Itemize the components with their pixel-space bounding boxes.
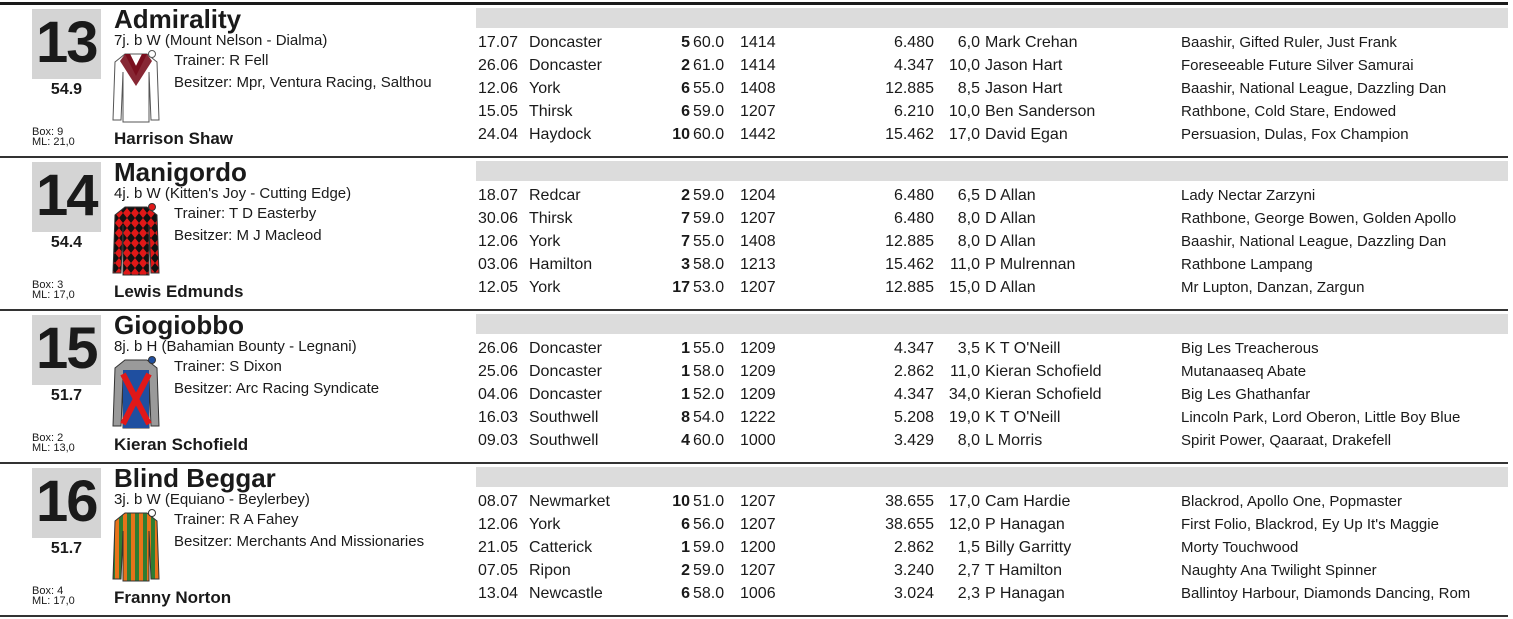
race-weight: 60.0 [693, 34, 725, 51]
race-date: 18.07 [478, 187, 519, 204]
race-top3: Lady Nectar Zarzyni [1181, 187, 1316, 204]
race-date: 12.06 [478, 516, 519, 533]
morning-line: ML: 21,0 [32, 136, 75, 148]
saddle-number: 14 [36, 163, 97, 228]
horse-name: Giogiobbo [114, 310, 244, 340]
box-draw: Box: 4 [32, 585, 64, 597]
race-jockey: David Egan [985, 126, 1068, 143]
race-top3: Foreseeable Future Silver Samurai [1181, 57, 1414, 74]
race-place: 10 [672, 493, 690, 510]
trainer: Trainer: T D Easterby [174, 205, 317, 222]
race-prize: 5.208 [893, 409, 934, 426]
form-row [0, 383, 1513, 406]
race-odds: 6,5 [957, 187, 980, 204]
race-place: 7 [681, 233, 690, 250]
rating: 54.4 [50, 234, 83, 251]
form-list [0, 31, 1513, 146]
trainer: Trainer: S Dixon [174, 358, 282, 375]
race-course: York [529, 279, 561, 296]
race-course: Haydock [529, 126, 592, 143]
race-jockey: Billy Garritty [985, 539, 1072, 556]
form-row [0, 513, 1513, 536]
race-course: Ripon [529, 562, 571, 579]
morning-line: ML: 17,0 [32, 289, 75, 301]
race-date: 08.07 [478, 493, 519, 510]
race-odds: 8,0 [957, 432, 980, 449]
race-jockey: Kieran Schofield [985, 386, 1102, 403]
pedigree: 8j. b H (Bahamian Bounty - Legnani) [114, 338, 357, 355]
race-place: 6 [681, 516, 690, 533]
box-draw: Box: 3 [32, 279, 64, 291]
jockey: Harrison Shaw [114, 129, 234, 148]
trainer: Trainer: R Fell [174, 52, 269, 69]
race-prize: 38.655 [885, 493, 934, 510]
race-top3: First Folio, Blackrod, Ey Up It's Maggie [1181, 516, 1439, 533]
race-odds: 15,0 [948, 279, 980, 296]
race-top3: Rathbone Lampang [1181, 256, 1313, 273]
owner: Besitzer: Arc Racing Syndicate [174, 380, 380, 397]
race-prize: 3.240 [893, 562, 934, 579]
jockey: Franny Norton [114, 588, 232, 607]
race-course: Southwell [529, 432, 599, 449]
race-weight: 61.0 [693, 57, 725, 74]
race-top3: Persuasion, Dulas, Fox Champion [1181, 126, 1409, 143]
race-odds: 8,5 [957, 80, 980, 97]
race-distance: 1207 [740, 103, 776, 120]
race-distance: 1200 [740, 539, 776, 556]
form-row [0, 406, 1513, 429]
rating: 51.7 [50, 387, 83, 404]
race-prize: 6.480 [893, 187, 934, 204]
rating: 54.9 [50, 81, 83, 98]
race-odds: 3,5 [957, 340, 980, 357]
box-draw: Box: 9 [32, 126, 64, 138]
race-weight: 56.0 [693, 516, 725, 533]
owner: Besitzer: M J Macleod [174, 227, 322, 244]
race-odds: 17,0 [948, 126, 980, 143]
race-odds: 6,0 [957, 34, 980, 51]
race-place: 2 [681, 187, 690, 204]
race-jockey: D Allan [985, 210, 1036, 227]
race-course: Doncaster [529, 363, 602, 380]
race-place: 10 [672, 126, 690, 143]
race-course: Hamilton [529, 256, 593, 273]
horse-name: Admirality [114, 4, 242, 34]
race-weight: 54.0 [693, 409, 725, 426]
form-row [0, 54, 1513, 77]
race-distance: 1209 [740, 340, 776, 357]
form-row [0, 100, 1513, 123]
form-row [0, 536, 1513, 559]
race-course: York [529, 80, 561, 97]
race-odds: 12,0 [948, 516, 980, 533]
race-top3: Blackrod, Apollo One, Popmaster [1181, 493, 1402, 510]
form-list [0, 337, 1513, 452]
race-weight: 59.0 [693, 210, 725, 227]
race-odds: 17,0 [948, 493, 980, 510]
jockey: Kieran Schofield [114, 435, 249, 454]
race-place: 1 [681, 363, 690, 380]
runner-entry [0, 158, 1513, 311]
race-jockey: K T O'Neill [985, 340, 1061, 357]
race-distance: 1414 [740, 34, 776, 51]
race-distance: 1408 [740, 233, 776, 250]
race-date: 24.04 [478, 126, 519, 143]
form-row [0, 490, 1513, 513]
race-weight: 60.0 [693, 126, 725, 143]
race-odds: 11,0 [950, 363, 980, 380]
race-date: 17.07 [478, 34, 519, 51]
jockey: Lewis Edmunds [114, 282, 244, 301]
race-date: 30.06 [478, 210, 519, 227]
race-weight: 59.0 [693, 539, 725, 556]
form-row [0, 77, 1513, 100]
race-course: Thirsk [529, 210, 573, 227]
race-place: 4 [681, 432, 690, 449]
race-course: Redcar [529, 187, 581, 204]
form-row [0, 360, 1513, 383]
form-list [0, 184, 1513, 299]
form-header-bar [476, 314, 1508, 334]
race-place: 17 [672, 279, 690, 296]
race-jockey: Jason Hart [985, 57, 1063, 74]
race-date: 09.03 [478, 432, 519, 449]
race-top3: Spirit Power, Qaaraat, Drakefell [1181, 432, 1392, 449]
form-row [0, 559, 1513, 582]
form-row [0, 253, 1513, 276]
race-top3: Mr Lupton, Danzan, Zargun [1181, 279, 1365, 296]
trainer: Trainer: R A Fahey [174, 511, 299, 528]
race-prize: 12.885 [885, 80, 934, 97]
race-distance: 1000 [740, 432, 776, 449]
horse-name: Manigordo [114, 157, 247, 187]
morning-line: ML: 13,0 [32, 442, 75, 454]
race-date: 25.06 [478, 363, 519, 380]
race-prize: 4.347 [893, 386, 934, 403]
race-prize: 4.347 [893, 57, 934, 74]
race-course: Thirsk [529, 103, 573, 120]
race-place: 3 [681, 256, 690, 273]
saddle-number: 13 [36, 10, 97, 75]
race-course: York [529, 516, 561, 533]
race-prize: 3.429 [893, 432, 934, 449]
race-jockey: Kieran Schofield [985, 363, 1102, 380]
race-top3: Ballintoy Harbour, Diamonds Dancing, Rom [1181, 585, 1471, 602]
owner: Besitzer: Mpr, Ventura Racing, Salthou [174, 74, 432, 91]
race-odds: 8,0 [957, 210, 980, 227]
race-date: 07.05 [478, 562, 519, 579]
race-weight: 51.0 [693, 493, 725, 510]
race-prize: 6.210 [893, 103, 934, 120]
form-header-bar [476, 8, 1508, 28]
form-row [0, 276, 1513, 299]
pedigree: 4j. b W (Kitten's Joy - Cutting Edge) [114, 185, 352, 202]
form-row [0, 429, 1513, 452]
race-prize: 12.885 [885, 233, 934, 250]
race-date: 03.06 [478, 256, 519, 273]
form-row [0, 31, 1513, 54]
race-top3: Lincoln Park, Lord Oberon, Little Boy Blue [1181, 409, 1461, 426]
race-date: 12.05 [478, 279, 519, 296]
race-date: 15.05 [478, 103, 519, 120]
race-odds: 10,0 [948, 57, 980, 74]
race-odds: 10,0 [948, 103, 980, 120]
race-weight: 58.0 [693, 363, 725, 380]
race-distance: 1408 [740, 80, 776, 97]
race-distance: 1207 [740, 279, 776, 296]
race-place: 2 [681, 57, 690, 74]
race-jockey: D Allan [985, 279, 1036, 296]
horse-name: Blind Beggar [114, 463, 276, 493]
runner-entry [0, 311, 1513, 464]
race-distance: 1207 [740, 210, 776, 227]
race-prize: 2.862 [893, 363, 934, 380]
race-date: 12.06 [478, 80, 519, 97]
form-header-bar [476, 161, 1508, 181]
morning-line: ML: 17,0 [32, 595, 75, 607]
race-prize: 3.024 [893, 585, 934, 602]
race-top3: Baashir, Gifted Ruler, Just Frank [1181, 34, 1397, 51]
race-jockey: D Allan [985, 187, 1036, 204]
race-course: Doncaster [529, 386, 602, 403]
race-distance: 1213 [740, 256, 776, 273]
race-distance: 1414 [740, 57, 776, 74]
race-weight: 59.0 [693, 187, 725, 204]
race-weight: 55.0 [693, 340, 725, 357]
race-distance: 1207 [740, 562, 776, 579]
pedigree: 3j. b W (Equiano - Beylerbey) [114, 491, 310, 508]
race-distance: 1209 [740, 363, 776, 380]
form-row [0, 337, 1513, 360]
runner-entry [0, 464, 1513, 617]
race-prize: 6.480 [893, 210, 934, 227]
race-course: York [529, 233, 561, 250]
race-distance: 1204 [740, 187, 776, 204]
race-place: 1 [681, 539, 690, 556]
race-course: Doncaster [529, 57, 602, 74]
race-top3: Big Les Ghathanfar [1181, 386, 1311, 403]
form-row [0, 207, 1513, 230]
race-place: 6 [681, 103, 690, 120]
race-jockey: P Hanagan [985, 585, 1065, 602]
race-place: 6 [681, 80, 690, 97]
race-prize: 4.347 [893, 340, 934, 357]
race-top3: Rathbone, Cold Stare, Endowed [1181, 103, 1397, 120]
race-date: 26.06 [478, 57, 519, 74]
race-distance: 1207 [740, 516, 776, 533]
race-place: 2 [681, 562, 690, 579]
race-weight: 58.0 [693, 585, 725, 602]
race-course: Newmarket [529, 493, 610, 510]
race-date: 21.05 [478, 539, 519, 556]
rating: 51.7 [50, 540, 83, 557]
race-top3: Baashir, National League, Dazzling Dan [1181, 80, 1447, 97]
race-jockey: Mark Crehan [985, 34, 1078, 51]
race-weight: 52.0 [693, 386, 725, 403]
race-place: 6 [681, 585, 690, 602]
race-weight: 58.0 [693, 256, 725, 273]
pedigree: 7j. b W (Mount Nelson - Dialma) [114, 32, 328, 49]
entry-divider [0, 615, 1508, 617]
race-weight: 53.0 [693, 279, 725, 296]
race-weight: 59.0 [693, 103, 725, 120]
race-date: 13.04 [478, 585, 519, 602]
race-jockey: Jason Hart [985, 80, 1063, 97]
race-date: 12.06 [478, 233, 519, 250]
race-distance: 1207 [740, 493, 776, 510]
form-row [0, 123, 1513, 146]
race-odds: 19,0 [948, 409, 980, 426]
race-prize: 15.462 [885, 256, 934, 273]
race-course: Doncaster [529, 340, 602, 357]
owner: Besitzer: Merchants And Missionaries [174, 533, 425, 550]
form-row [0, 184, 1513, 207]
form-list [0, 490, 1513, 605]
race-top3: Baashir, National League, Dazzling Dan [1181, 233, 1447, 250]
form-row [0, 230, 1513, 253]
form-row [0, 582, 1513, 605]
race-prize: 12.885 [885, 279, 934, 296]
race-prize: 38.655 [885, 516, 934, 533]
race-prize: 15.462 [885, 126, 934, 143]
race-place: 5 [681, 34, 690, 51]
race-jockey: K T O'Neill [985, 409, 1061, 426]
race-jockey: P Hanagan [985, 516, 1065, 533]
race-place: 1 [681, 386, 690, 403]
race-place: 1 [681, 340, 690, 357]
race-distance: 1006 [740, 585, 776, 602]
race-course: Southwell [529, 409, 599, 426]
race-weight: 59.0 [693, 562, 725, 579]
race-top3: Rathbone, George Bowen, Golden Apollo [1181, 210, 1457, 227]
race-jockey: T Hamilton [985, 562, 1063, 579]
saddle-number: 16 [36, 469, 97, 534]
race-weight: 55.0 [693, 80, 725, 97]
race-course: Catterick [529, 539, 593, 556]
race-distance: 1442 [740, 126, 776, 143]
race-odds: 1,5 [957, 539, 980, 556]
race-top3: Naughty Ana Twilight Spinner [1181, 562, 1377, 579]
race-distance: 1209 [740, 386, 776, 403]
runner-entry [0, 5, 1513, 158]
race-odds: 2,7 [957, 562, 980, 579]
race-top3: Mutanaaseq Abate [1181, 363, 1307, 380]
race-weight: 55.0 [693, 233, 725, 250]
saddle-number: 15 [36, 316, 97, 381]
box-draw: Box: 2 [32, 432, 64, 444]
race-date: 26.06 [478, 340, 519, 357]
race-prize: 2.862 [893, 539, 934, 556]
race-date: 04.06 [478, 386, 519, 403]
race-jockey: Ben Sanderson [985, 103, 1096, 120]
race-place: 7 [681, 210, 690, 227]
race-date: 16.03 [478, 409, 519, 426]
race-course: Doncaster [529, 34, 602, 51]
race-top3: Big Les Treacherous [1181, 340, 1319, 357]
race-jockey: D Allan [985, 233, 1036, 250]
race-top3: Morty Touchwood [1181, 539, 1299, 556]
race-course: Newcastle [529, 585, 603, 602]
race-weight: 60.0 [693, 432, 725, 449]
race-odds: 11,0 [950, 256, 980, 273]
race-jockey: P Mulrennan [985, 256, 1076, 273]
race-distance: 1222 [740, 409, 776, 426]
race-odds: 8,0 [957, 233, 980, 250]
race-odds: 2,3 [957, 585, 980, 602]
race-place: 8 [681, 409, 690, 426]
race-jockey: Cam Hardie [985, 493, 1071, 510]
race-jockey: L Morris [985, 432, 1043, 449]
race-prize: 6.480 [893, 34, 934, 51]
race-odds: 34,0 [948, 386, 980, 403]
form-header-bar [476, 467, 1508, 487]
